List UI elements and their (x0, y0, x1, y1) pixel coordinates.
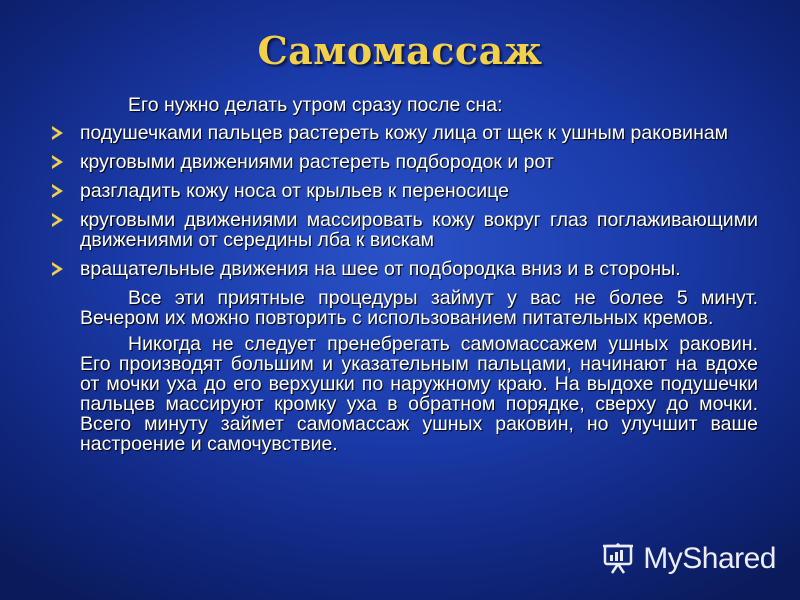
arrow-bullet-icon (52, 126, 63, 140)
list-item (80, 181, 758, 201)
list-item (80, 152, 758, 172)
intro-text: Его нужно делать утром сразу после сна: (128, 94, 503, 116)
arrow-bullet-icon (52, 155, 63, 169)
arrow-bullet-icon (52, 184, 63, 198)
list-item-text: круговыми движениями массировать кожу вокруг глаз поглаживающими движениями от середины лба к вискам (80, 209, 758, 251)
list-item (80, 123, 758, 143)
paragraph-ear-massage: Никогда не следует пренебрегать самомассажем ушных раковин. Его производят большим и указательным пальцами, начинают на вдохе от мочки уха до его верхушки по наружному краю. На выдохе подушечки пальцев массируют кромку уха в обратном порядке, сверху до мочки. Всего минуту займет самомассаж ушных раковин, но улучшит ваше настроение и самочувствие. (80, 333, 758, 455)
arrow-bullet-icon (52, 262, 63, 276)
list-item-text: подушечками пальцев растереть кожу лица от щек к ушным раковинам (80, 122, 729, 144)
list-item (80, 210, 758, 250)
list-item (80, 259, 758, 279)
list-item-text: круговыми движениями растереть подбородок и рот (80, 151, 554, 173)
watermark-text: MyShared (643, 542, 776, 575)
bullet-list (80, 123, 758, 279)
slide-content (80, 95, 758, 460)
watermark-logo (601, 542, 776, 576)
paragraph-duration: Все эти приятные процедуры займут у вас не более 5 минут. Вечером их можно повторить с использованием питательных кремов. (80, 287, 758, 329)
arrow-bullet-icon (52, 213, 63, 227)
presentation-board-icon (601, 542, 635, 576)
list-item-text: разгладить кожу носа от крыльев к переносице (80, 180, 509, 202)
list-item-text: вращательные движения на шее от подбородка вниз и в стороны. (80, 258, 681, 280)
slide-title: Самомассаж (257, 28, 543, 73)
